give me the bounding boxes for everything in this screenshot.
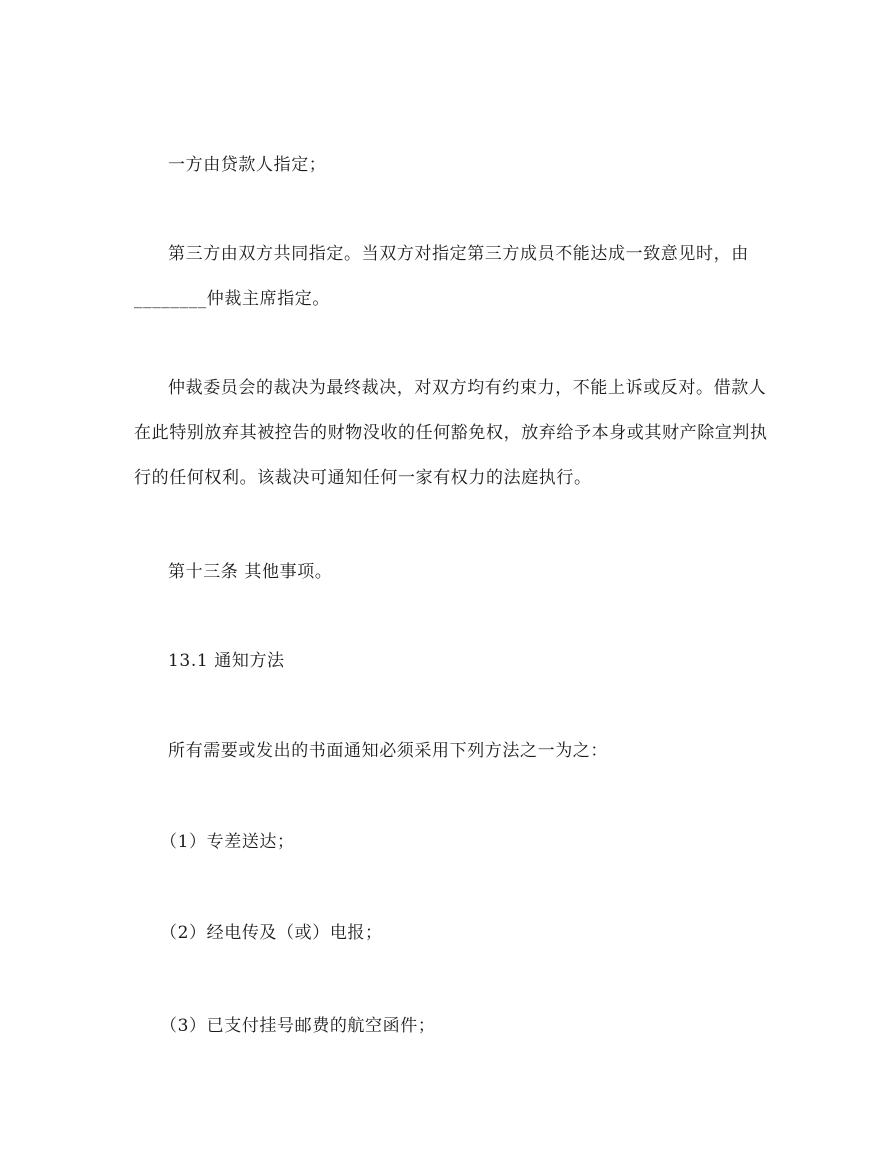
paragraph-third-party-line-2: ________仲裁主席指定。 [134, 289, 330, 309]
section-13-1-heading: 13.1 通知方法 [168, 651, 285, 671]
paragraph-lender-appoints: 一方由贷款人指定； [168, 155, 327, 175]
paragraph-award-line-1: 仲裁委员会的裁决为最终裁决，对双方均有约束力，不能上诉或反对。借款人 [168, 378, 767, 398]
list-item-telex-telegram: （2）经电传及（或）电报； [160, 923, 383, 943]
paragraph-third-party-line-1: 第三方由双方共同指定。当双方对指定第三方成员不能达成一致意见时，由 [168, 244, 749, 264]
paragraph-notice-methods: 所有需要或发出的书面通知必须采用下列方法之一为之： [168, 741, 608, 761]
list-item-courier: （1）专差送达； [160, 832, 295, 852]
list-item-airmail: （3）已支付挂号邮费的航空函件； [160, 1016, 436, 1036]
article-13-heading: 第十三条 其他事项。 [168, 562, 333, 582]
paragraph-award-line-3: 行的任何权利。该裁决可通知任何一家有权力的法庭执行。 [134, 468, 592, 488]
paragraph-award-line-2: 在此特别放弃其被控告的财物没收的任何豁免权，放弃给予本身或其财产除宣判执 [134, 423, 768, 443]
